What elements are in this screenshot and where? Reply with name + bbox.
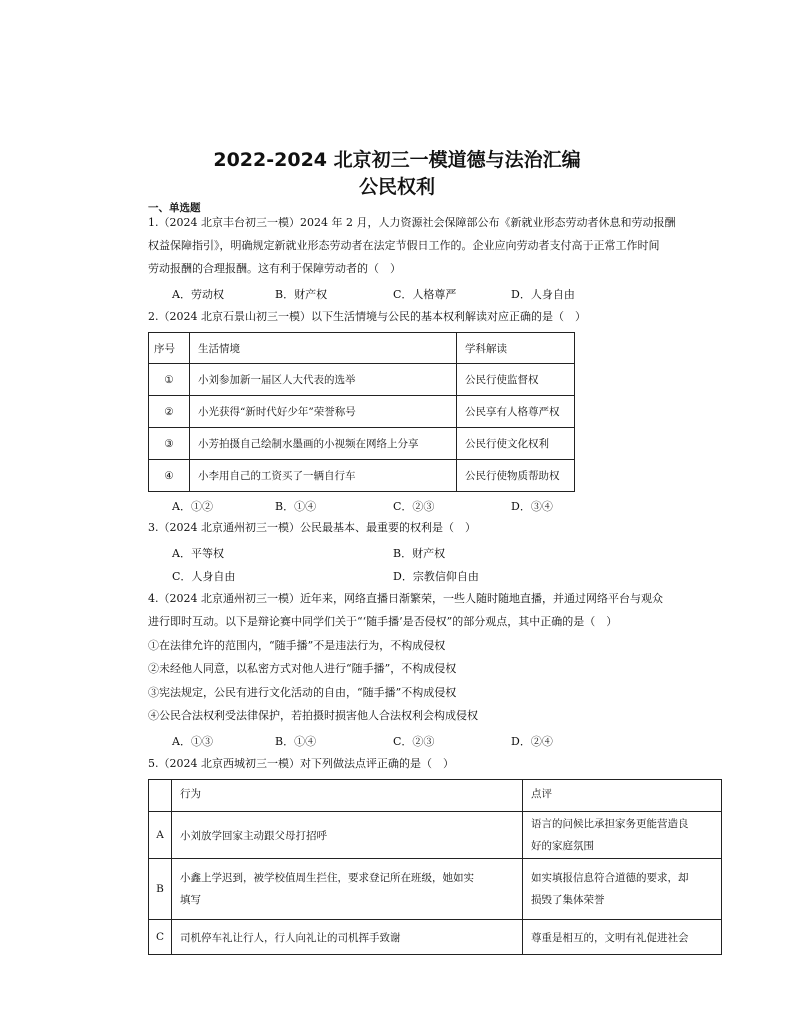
q4-stem-line2: 进行即时互动。以下是辩论赛中同学们关于“‘随手播’是否侵权”的部分观点，其中正确的是（ ） [148, 615, 618, 628]
q2-row1-scenario: 小刘参加新一届区人大代表的选举 [190, 364, 457, 396]
q3-option-b: B．财产权 [393, 547, 446, 560]
q2-row4-no: ④ [149, 460, 190, 492]
q1-option-b: B．财产权 [275, 288, 328, 301]
table-row [149, 428, 575, 460]
q5-rowC-label: C [149, 920, 172, 955]
q5-header-action: 行为 [172, 780, 523, 812]
q2-row3-scenario: 小芳拍摄自己绘制水墨画的小视频在网络上分享 [190, 428, 457, 460]
q2-table-header-row [149, 333, 575, 364]
q2-option-b: B．①④ [275, 500, 317, 513]
q2-option-c: C．②③ [393, 500, 435, 513]
q5-header-label [149, 780, 172, 812]
q4-option-b: B．①④ [275, 735, 317, 748]
q5-rowB-comment-line1: 如实填报信息符合道德的要求，却 [531, 872, 689, 884]
table-row [149, 812, 722, 859]
q5-stem: 5.（2024 北京西城初三一模）对下列做法点评正确的是（ ） [148, 757, 454, 770]
q2-option-a: A．①② [172, 500, 213, 513]
q3-option-a: A．平等权 [172, 547, 224, 560]
q4-statement-2: ②未经他人同意，以私密方式对他人进行“随手播”，不构成侵权 [148, 662, 457, 675]
q2-row2-no: ② [149, 396, 190, 428]
q5-rowB-action-line1: 小鑫上学迟到，被学校值周生拦住，要求登记所在班级，她如实 [180, 872, 474, 884]
q5-rowB-label: B [149, 859, 172, 920]
q1-option-a: A．劳动权 [172, 288, 224, 301]
q5-rowC-comment: 尊重是相互的，文明有礼促进社会 [523, 920, 722, 955]
q1-stem-line2: 权益保障指引》，明确规定新就业形态劳动者在法定节假日工作的。企业应向劳动者支付高于正常工作时间 [148, 239, 660, 252]
q1-stem-line3: 劳动报酬的合理报酬。这有利于保障劳动者的（ ） [148, 262, 401, 275]
table-row [149, 364, 575, 396]
q1-stem-line1: 1.（2024 北京丰台初三一模）2024 年 2 月，人力资源社会保障部公布《新就业形态劳动者休息和劳动报酬 [148, 216, 676, 229]
q2-option-d: D．③④ [511, 500, 553, 513]
q2-row4-interpretation: 公民行使物质帮助权 [457, 460, 575, 492]
q5-rowA-comment-line1: 语言的问候比承担家务更能营造良 [531, 818, 689, 830]
q2-row1-interpretation: 公民行使监督权 [457, 364, 575, 396]
q4-statement-1: ①在法律允许的范围内，“随手播”不是违法行为，不构成侵权 [148, 639, 446, 652]
q5-rowA-action [172, 812, 523, 859]
section-heading: 一、单选题 [148, 202, 201, 214]
q5-table-header-row [149, 780, 722, 812]
q3-option-d: D．宗教信仰自由 [393, 570, 479, 583]
q4-stem-line1: 4.（2024 北京通州初三一模）近年来，网络直播日渐繁荣，一些人随时随地直播，并通过网络平台与观众 [148, 592, 663, 605]
q4-option-d: D．②④ [511, 735, 553, 748]
q5-rowC-action: 司机停车礼让行人，行人向礼让的司机挥手致谢 [172, 920, 523, 955]
q5-rowA-comment [523, 812, 722, 859]
q1-option-d: D．人身自由 [511, 288, 575, 301]
table-row [149, 920, 722, 955]
q5-rowB-action [172, 859, 523, 920]
q3-option-c: C．人身自由 [172, 570, 236, 583]
q4-statement-3: ③宪法规定，公民有进行文化活动的自由，“随手播”不构成侵权 [148, 686, 457, 699]
table-row [149, 460, 575, 492]
q2-row2-interpretation: 公民享有人格尊严权 [457, 396, 575, 428]
q3-stem: 3.（2024 北京通州初三一模）公民最基本、最重要的权利是（ ） [148, 521, 476, 534]
q5-header-comment: 点评 [523, 780, 722, 812]
document-title: 2022-2024 北京初三一模道德与法治汇编 [213, 149, 581, 171]
q4-option-a: A．①③ [172, 735, 213, 748]
q2-stem: 2.（2024 北京石景山初三一模）以下生活情境与公民的基本权利解读对应正确的是（ ） [148, 310, 586, 323]
q1-option-c: C．人格尊严 [393, 288, 457, 301]
q2-header-no: 序号 [149, 333, 190, 364]
q2-row1-no: ① [149, 364, 190, 396]
q5-rowA-label: A [149, 812, 172, 859]
q2-header-interpretation: 学科解读 [457, 333, 575, 364]
document-subtitle: 公民权利 [358, 176, 435, 198]
table-row [149, 396, 575, 428]
q2-row3-no: ③ [149, 428, 190, 460]
q2-header-scenario: 生活情境 [190, 333, 457, 364]
q2-row3-interpretation: 公民行使文化权利 [457, 428, 575, 460]
q5-rowA-action-text: 小刘放学回家主动跟父母打招呼 [180, 829, 327, 842]
q5-rowB-action-line2: 填写 [180, 894, 201, 906]
q5-rowA-comment-line2: 好的家庭氛围 [531, 840, 594, 852]
q5-rowB-comment [523, 859, 722, 920]
q5-rowB-comment-line2: 损毁了集体荣誉 [531, 894, 605, 906]
q4-statement-4: ④公民合法权利受法律保护，若拍摄时损害他人合法权利会构成侵权 [148, 709, 478, 722]
q2-table [148, 332, 575, 492]
q2-row4-scenario: 小李用自己的工资买了一辆自行车 [190, 460, 457, 492]
table-row [149, 859, 722, 920]
q5-table [148, 779, 722, 955]
q2-row2-scenario: 小光获得“新时代好少年”荣誉称号 [190, 396, 457, 428]
q4-option-c: C．②③ [393, 735, 435, 748]
